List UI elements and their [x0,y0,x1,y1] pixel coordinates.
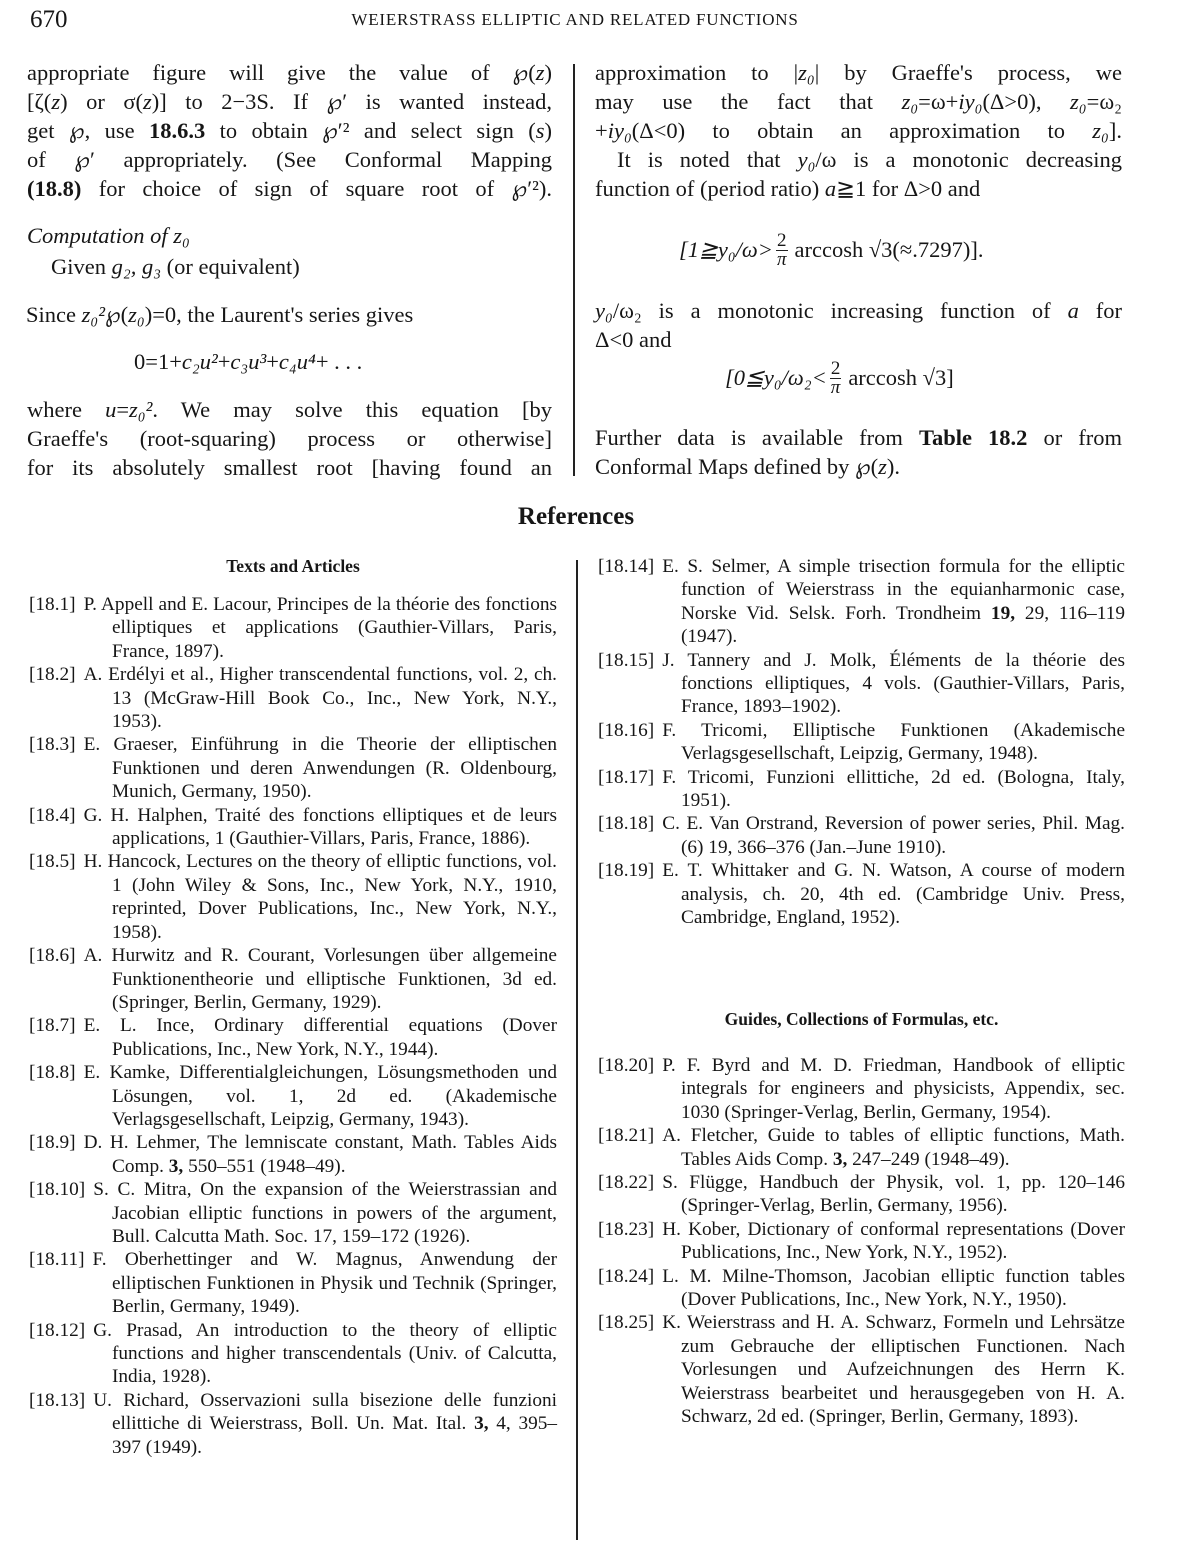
reference-entry [29,593,557,663]
text-run: c₂u² [181,349,218,374]
reference-number: [18.7] [29,1015,76,1037]
text-run: K. Weierstrass and H. A. Schwarz, Formeln und Lehrsätze zum Gebrauche der elliptischen Functionen. Nach Vorlesungen und Aufzeichnungen des Herrn K. Weierstrass bearbeitet und herausgegeben von H. A. Schwarz, 2d ed. (Springer, Berlin, Germany, 1893). [662,1312,1125,1428]
reference-number: [18.9] [29,1132,76,1154]
text-line [27,145,552,174]
text-line [595,296,1122,325]
reference-number: [18.8] [29,1062,76,1084]
reference-entry [29,1389,557,1459]
reference-number: [18.4] [29,804,76,826]
formula-left: [1≧y₀/ω> [679,237,773,262]
texts-articles-heading: Texts and Articles [226,556,360,576]
text-line [27,221,190,250]
reference-number: [18.2] [29,664,76,686]
text-run: ℘( [104,302,129,327]
text-run: ]. [1108,118,1122,143]
reference-entry [29,850,557,944]
text-run: 247–249 (1948–49). [847,1148,1010,1170]
text-run: S. Flügge, Handbuch der Physik, vol. 1, pp. 120–146 (Springer-Verlag, Berlin, Germany, 1956). [662,1172,1125,1217]
text-run: A. Hurwitz and R. Courant, Vorlesungen über allgemeine Funktionentheorie und elliptische Funktionen, 3d ed. (Springer, Berlin, Germany, 1929). [83,945,557,1013]
text-run: =ω+ [918,89,959,114]
reference-number: [18.12] [29,1319,86,1341]
text-run: P. F. Byrd and M. D. Friedman, Handbook of elliptic integrals for engineers and physicists, Appendix, sec. 1030 (Springer-Verlag, Berlin, Germany, 1954). [662,1055,1125,1123]
text-line [27,116,552,145]
reference-number: [18.16] [598,719,655,741]
text-run: z₀ [798,60,815,85]
text-line [595,116,1122,145]
text-run: (18.8) [27,176,82,201]
reference-entry [29,1178,557,1248]
text-line [27,174,552,203]
text-run: z₀² [129,397,153,422]
text-line [595,174,1122,203]
reference-number: [18.15] [598,649,655,671]
text-run: z₀² [81,302,105,327]
text-run: Conformal Maps defined by ℘( [595,454,879,479]
text-run: c₄u⁴ [278,349,316,374]
reference-entry [29,804,557,851]
reference-number: [18.10] [29,1179,86,1201]
text-run: E. Graeser, Einführung in die Theorie der elliptischen Funktionen und deren Anwendungen (R. Oldenbourg, Munich, Germany, 1950). [83,734,557,803]
text-line [595,87,1122,116]
text-run: 4, 395–397 (1949). [112,1413,558,1458]
text-run: Since [26,302,82,327]
text-run: iy₀ [958,89,983,114]
reference-number: [18.20] [598,1055,655,1076]
running-title: WEIERSTRASS ELLIPTIC AND RELATED FUNCTIONS [351,10,799,29]
fraction [776,229,788,270]
text-line [27,424,552,453]
text-run: 0=1+ [134,349,182,374]
computation-heading [27,221,190,250]
text-run: z₀ [128,302,145,327]
text-run: z [142,89,152,114]
text-run: )] to 2−3S. If ℘′ is wanted instead, [151,89,553,114]
text-run: of ℘′ appropriately. (See Conformal Mapping [27,147,552,172]
guides-heading: Guides, Collections of Formulas, etc. [724,1009,999,1029]
text-run: A. Erdélyi et al., Higher transcendental functions, vol. 2, ch. 13 (McGraw-Hill Book Co., Inc., New York, N.Y., 1953). [83,664,557,733]
text-run: (Δ>0), [982,89,1071,114]
reference-entry [29,1014,557,1061]
inequality-formula-1 [679,226,984,274]
text-run: iy₀ [607,118,632,143]
text-run: u [105,397,117,422]
text-run: (or equivalent) [161,254,300,279]
text-run: Further data is available from [595,425,919,450]
text-line [51,252,300,281]
text-run: ) [544,118,552,143]
references-list-guides [598,1054,1125,1429]
text-run: approximation to | [595,60,799,85]
text-run: appropriate figure will give the value of ℘( [27,60,536,85]
formula-right: arccosh √3] [848,365,954,390]
text-run: G. Prasad, An introduction to the theory of elliptic functions and higher transcendentals (Univ. of Calcutta, India, 1928). [93,1319,557,1388]
text-run: U. Richard, Osservazioni sulla bisezione delle funzioni ellittiche di Weierstrass, Boll. Un. Mat. Ital. [93,1389,557,1435]
text-run: s [535,118,545,143]
text-run: + . . . [315,349,363,374]
text-run: get ℘, use [27,118,149,143]
text-run: (Δ<0) to obtain an approximation to [631,118,1093,143]
reference-number: [18.21] [598,1125,655,1147]
reference-entry [29,1061,557,1131]
text-run: S. C. Mitra, On the expansion of the Weierstrassian and Jacobian elliptic functions in powers of the argument, Bull. Calcutta Math. Soc. 17, 159–172 (1926). [93,1179,557,1247]
text-line [27,87,552,116]
text-run: It is noted that [617,147,798,172]
reference-entry [598,812,1125,859]
text-run: a [824,176,837,201]
text-run: or from [1027,425,1123,450]
text-run: ). [886,454,901,479]
text-run: z₀ [1070,89,1087,114]
text-run: Table 18.2 [919,425,1028,450]
text-run: H. Kober, Dictionary of conformal representations (Dover Publications, Inc., New York, N.Y., 1952). [662,1218,1125,1264]
text-run: z [535,60,545,85]
text-run: for its absolutely smallest root [having found an [27,455,552,480]
text-run: 3, [168,1155,184,1177]
text-run: . We may solve this equation [by [152,397,552,422]
text-run: 550–551 (1948–49). [183,1155,346,1177]
text-run: F. Tricomi, Elliptische Funktionen (Akademische Verlagsgesellschaft, Leipzig, Germany, 1948). [662,719,1125,765]
text-run: 19, [990,602,1016,624]
text-run: P. Appell and E. Lacour, Principes de la théorie des fonctions elliptiques et applications (Gauthier-Villars, Paris, France, 1897). [83,594,557,662]
page-number: 670 [30,6,68,33]
reference-entry [598,555,1125,649]
left-paragraph-2 [27,395,552,482]
references-list-left [29,593,557,1459]
reference-entry [29,1248,557,1318]
reference-entry [598,859,1125,929]
text-run: Δ<0 and [595,327,672,352]
text-line [26,300,413,329]
reference-number: [18.23] [598,1218,655,1240]
reference-number: [18.18] [598,813,655,835]
reference-number: [18.6] [29,945,76,967]
text-run: function of (period ratio) [595,176,825,201]
fraction-numerator: 2 [830,357,841,379]
text-line [595,325,1122,354]
text-run: ≧1 for Δ>0 and [836,176,981,201]
text-run: H. Hancock, Lectures on the theory of elliptic functions, vol. 1 (John Wiley & Sons, Inc., New York, N.Y., 1910, reprinted, Dover Publications, Inc., New York, N.Y., 1958). [83,851,557,943]
reference-entry [598,649,1125,719]
text-run: for choice of sign of square root of ℘′²). [81,176,552,201]
text-run: D. H. Lehmer, The lemniscate constant, Math. Tables Aids Comp. [83,1132,557,1177]
right-paragraph-4 [595,423,1122,481]
reference-number: [18.22] [598,1172,655,1194]
text-run: F. Oberhettinger and W. Magnus, Anwendung der elliptischen Funktionen in Physik und Technik (Springer, Berlin, Germany, 1949). [92,1249,557,1318]
text-line [595,58,1122,87]
text-line [27,58,552,87]
text-run: J. Tannery and J. Molk, Éléments de la théorie des fonctions elliptiques, 4 vols. (Gauthier-Villars, Paris, France, 1893–1902). [662,649,1125,718]
text-run: 3, [474,1413,489,1435]
reference-entry [29,1131,557,1178]
reference-number: [18.1] [29,594,76,615]
text-run: + [266,349,279,374]
text-line [27,453,552,482]
right-paragraph-1 [595,58,1122,145]
text-run: [ζ( [27,89,52,114]
references-list-right [598,555,1125,930]
text-run: L. M. Milne-Thomson, Jacobian elliptic function tables (Dover Publications, Inc., New York, N.Y., 1950). [662,1265,1125,1311]
text-run: E. Kamke, Differentialgleichungen, Lösungsmethoden und Lösungen, vol. 1, 2d ed. (Akademische Verlagsgesellschaft, Leipzig, Germany, 1943). [83,1062,557,1130]
text-line [27,395,552,424]
reference-entry [598,1311,1125,1428]
text-run: Graeffe's (root-squaring) process or otherwise] [27,426,552,451]
text-run: )=0, the Laurent's series gives [144,302,414,327]
column-divider-top [573,64,575,476]
text-run: /ω₂ is a monotonic increasing function of [612,298,1068,323]
reference-entry [598,1265,1125,1312]
text-run: z₀ [1092,118,1109,143]
text-run: E. T. Whittaker and G. N. Watson, A course of modern analysis, ch. 20, 4th ed. (Cambridge Univ. Press, Cambridge, England, 1952). [662,860,1125,929]
right-paragraph-2 [595,145,1122,203]
reference-number: [18.14] [598,556,655,577]
text-line [595,145,1122,174]
column-divider-references [576,560,578,1540]
text-run: Given [51,254,112,279]
reference-number: [18.3] [29,734,76,756]
fraction [830,357,842,398]
text-run: z₀ [901,89,919,114]
reference-entry [598,1171,1125,1218]
text-run: where [27,397,106,422]
references-heading: References [517,503,635,530]
laurent-equation [134,347,362,376]
text-run: ) or σ( [60,89,143,114]
reference-entry [598,1124,1125,1171]
left-paragraph-1 [27,58,552,203]
fraction-numerator: 2 [777,229,787,251]
text-run: F. Tricomi, Funzioni ellittiche, 2d ed. (Bologna, Italy, 1951). [662,766,1125,812]
text-run: Computation of z₀ [27,223,190,248]
reference-entry [598,766,1125,813]
text-run: A. Fletcher, Guide to tables of elliptic functions, Math. Tables Aids Comp. [662,1125,1125,1170]
reference-entry [29,944,557,1014]
reference-entry [29,663,557,733]
text-run: z [51,89,61,114]
text-run: =ω₂ [1086,89,1122,114]
reference-number: [18.5] [29,851,76,873]
fraction-denominator: π [830,376,841,398]
text-line [595,452,1122,481]
reference-entry [29,733,557,803]
text-line [134,347,362,376]
text-run: G. H. Halphen, Traité des fonctions elliptiques et de leurs applications, 1 (Gauthier-Villars, Paris, France, 1886). [83,804,557,850]
fraction-denominator: π [776,248,787,270]
reference-entry [598,1054,1125,1124]
text-run: a [1067,298,1079,323]
reference-number: [18.17] [598,766,655,788]
reference-number: [18.11] [29,1249,85,1271]
text-run: 3, [832,1148,848,1170]
text-run: may use the fact that [595,89,902,114]
reference-number: [18.25] [598,1312,655,1334]
text-run: + [217,349,231,374]
reference-number: [18.13] [29,1389,86,1411]
given-line [51,252,300,281]
formula-right: arccosh √3(≈.7297)]. [794,237,984,262]
right-paragraph-3 [595,296,1122,354]
text-run: for [1078,298,1122,323]
text-run: g₂, g₃ [111,254,162,279]
inequality-formula-2 [725,354,954,402]
text-run: y₀ [595,298,613,323]
since-line [26,300,413,329]
text-run: | by Graeffe's process, we [814,60,1122,85]
text-run: C. E. Van Orstrand, Reversion of power series, Phil. Mag. (6) 19, 366–376 (Jan.–June 1910). [662,813,1125,858]
text-run: E. L. Ince, Ordinary differential equations (Dover Publications, Inc., New York, N.Y., 1944). [83,1015,557,1060]
text-run: E. S. Selmer, A simple trisection formula for the elliptic function of Weierstrass in the equianharmonic case, Norske Vid. Selsk. Forh. Trondheim [662,556,1125,624]
text-run: z [878,454,887,479]
text-run: y₀ [797,147,816,172]
text-run: 18.6.3 [148,118,206,143]
reference-entry [29,1319,557,1389]
text-run: 29, 116–119 (1947). [681,602,1125,648]
text-line [595,423,1122,452]
text-run: /ω is a monotonic decreasing [815,147,1122,172]
reference-number: [18.19] [598,860,655,882]
formula-left: [0≦y₀/ω₂< [725,365,827,390]
text-run: c₃u³ [230,349,267,374]
text-run: = [116,397,130,422]
text-run: to obtain ℘′² and select sign ( [205,118,536,143]
text-run: + [595,118,608,143]
text-run: ) [544,60,552,85]
reference-number: [18.24] [598,1265,655,1287]
reference-entry [598,719,1125,766]
reference-entry [598,1218,1125,1265]
